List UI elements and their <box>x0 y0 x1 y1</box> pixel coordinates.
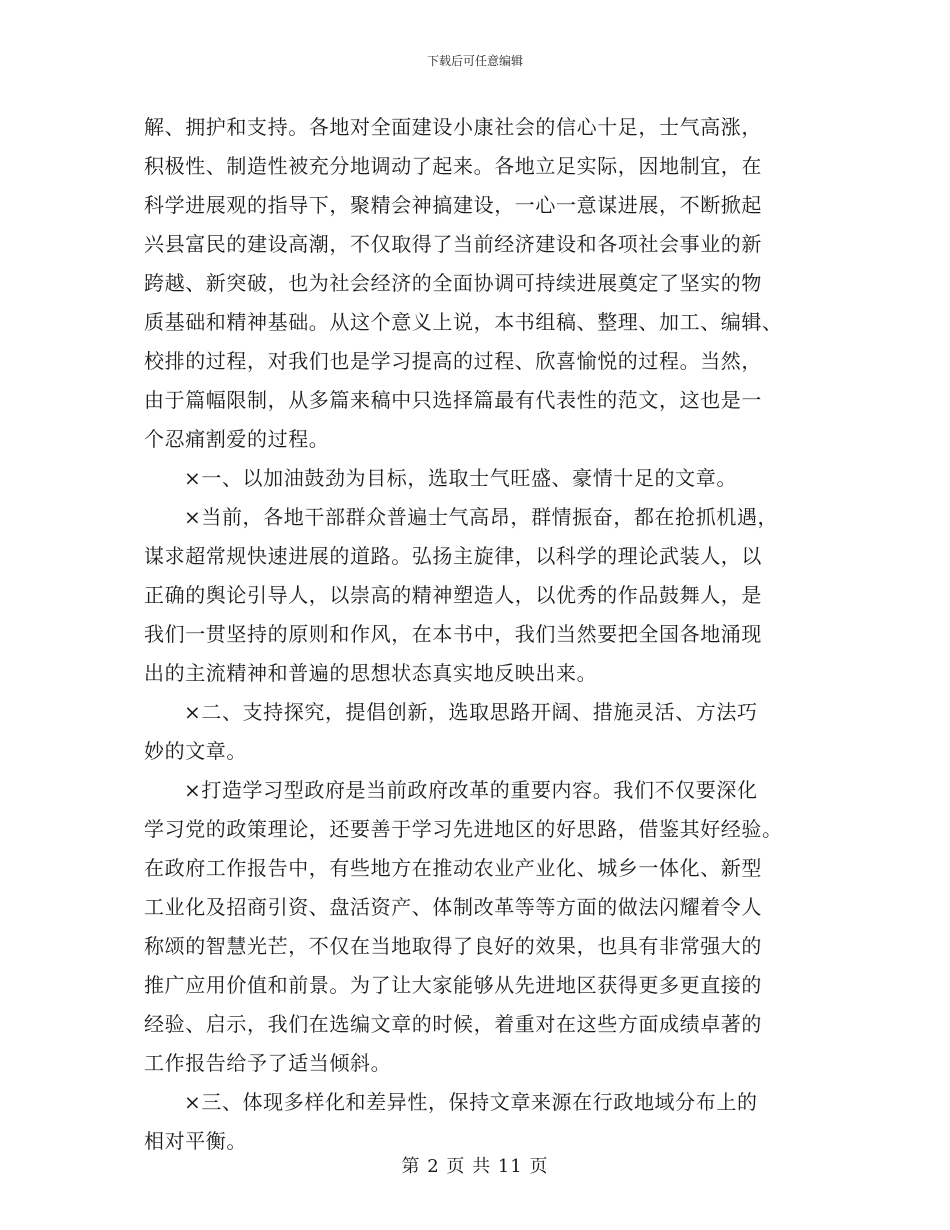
text-line: 科学进展观的指导下，聚精会神搞建设，一心一意谋进展，不断掀起 <box>144 193 762 217</box>
page-header-note: 下载后可任意编辑 <box>426 54 523 68</box>
text-line: 个忍痛割爱的过程。 <box>144 427 330 451</box>
section-heading-1: ×一、以加油鼓劲为目标，选取士气旺盛、豪情十足的文章。 <box>184 466 737 490</box>
text-line: 解、拥护和支持。各地对全面建设小康社会的信心十足，士气高涨， <box>144 115 762 139</box>
text-line: 正确的舆论引导人，以崇高的精神塑造人，以优秀的作品鼓舞人，是 <box>144 583 762 607</box>
text-line: 兴县富民的建设高潮，不仅取得了当前经济建设和各项社会事业的新 <box>144 232 762 256</box>
text-line: 学习党的政策理论，还要善于学习先进地区的好思路，借鉴其好经验。 <box>144 817 783 841</box>
text-line: 推广应用价值和前景。为了让大家能够从先进地区获得更多更直接的 <box>144 973 762 997</box>
section-heading-2: ×二、支持探究，提倡创新，选取思路开阔、措施灵活、方法巧 <box>184 700 758 724</box>
text-line: 质基础和精神基础。从这个意义上说，本书组稿、整理、加工、编辑、 <box>144 310 783 334</box>
text-line: ×打造学习型政府是当前政府改革的重要内容。我们不仅要深化 <box>184 778 758 802</box>
text-line: 工作报告给予了适当倾斜。 <box>144 1051 392 1075</box>
text-line: 相对平衡。 <box>144 1129 247 1153</box>
text-line: 我们一贯坚持的原则和作风，在本书中，我们当然要把全国各地涌现 <box>144 622 762 646</box>
text-line: 由于篇幅限制，从多篇来稿中只选择篇最有代表性的范文，这也是一 <box>144 388 762 412</box>
text-line: 出的主流精神和普遍的思想状态真实地反映出来。 <box>144 661 598 685</box>
section-heading-3: ×三、体现多样化和差异性，保持文章来源在行政地域分布上的 <box>184 1090 758 1114</box>
text-line: 积极性、制造性被充分地调动了起来。各地立足实际，因地制宜，在 <box>144 154 762 178</box>
text-line: 在政府工作报告中，有些地方在推动农业产业化、城乡一体化、新型 <box>144 856 762 880</box>
text-line: 称颂的智慧光芒，不仅在当地取得了良好的效果，也具有非常强大的 <box>144 934 762 958</box>
text-line: 校排的过程，对我们也是学习提高的过程、欣喜愉悦的过程。当然， <box>144 349 762 373</box>
text-line: 谋求超常规快速进展的道路。弘扬主旋律，以科学的理论武装人，以 <box>144 544 762 568</box>
document-body <box>144 108 814 1161</box>
text-line: 妙的文章。 <box>144 739 247 763</box>
text-line: 跨越、新突破，也为社会经济的全面协调可持续进展奠定了坚实的物 <box>144 271 762 295</box>
text-line: 工业化及招商引资、盘活资产、体制改革等等方面的做法闪耀着令人 <box>144 895 762 919</box>
page-number: 第 2 页 共 11 页 <box>401 1156 549 1177</box>
text-line: ×当前，各地干部群众普遍士气高昂，群情振奋，都在抢抓机遇， <box>184 505 779 529</box>
text-line: 经验、启示，我们在选编文章的时候，着重对在这些方面成绩卓著的 <box>144 1012 762 1036</box>
